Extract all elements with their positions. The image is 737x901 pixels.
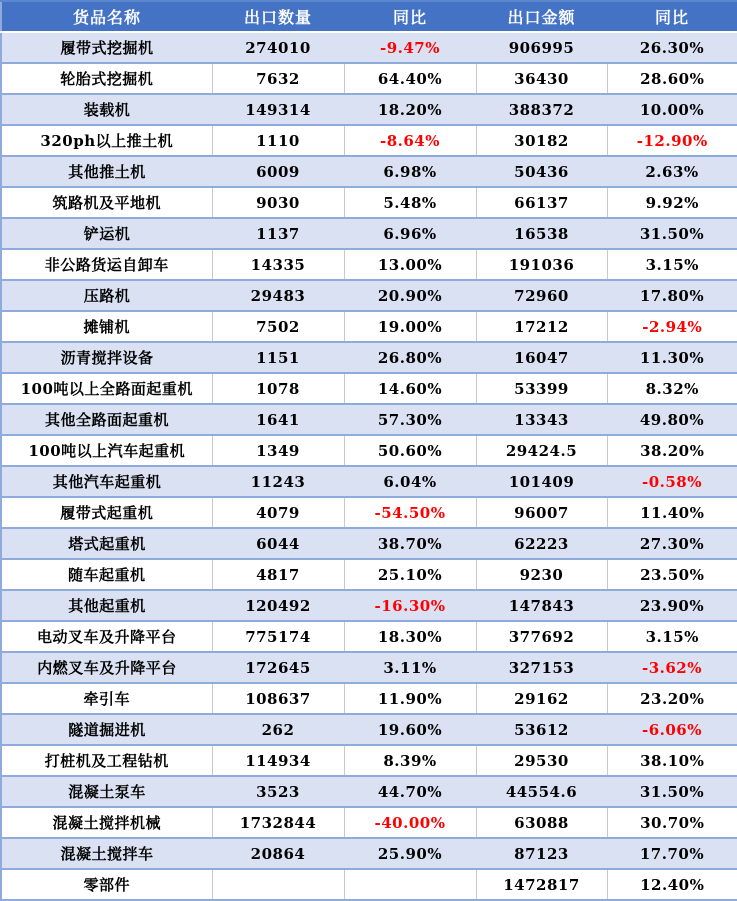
table-row — [1, 869, 737, 900]
export-amount-cell: 44554.6 — [476, 776, 607, 807]
export-qty-cell: 1110 — [212, 125, 344, 156]
product-name-cell: 隧道掘进机 — [1, 714, 212, 745]
amount-yoy-cell: 12.40% — [607, 869, 737, 900]
export-qty-cell: 1078 — [212, 373, 344, 404]
qty-yoy-cell: 14.60% — [344, 373, 476, 404]
table-row — [1, 342, 737, 373]
export-qty-cell: 7632 — [212, 63, 344, 94]
qty-yoy-cell: -40.00% — [344, 807, 476, 838]
table-row — [1, 497, 737, 528]
product-name-cell: 内燃叉车及升降平台 — [1, 652, 212, 683]
amount-yoy-cell: 2.63% — [607, 156, 737, 187]
product-name-cell: 其他汽车起重机 — [1, 466, 212, 497]
export-qty-cell: 4817 — [212, 559, 344, 590]
export-amount-cell: 29424.5 — [476, 435, 607, 466]
export-amount-cell: 16047 — [476, 342, 607, 373]
amount-yoy-cell: 3.15% — [607, 621, 737, 652]
qty-yoy-cell: 20.90% — [344, 280, 476, 311]
product-name-cell: 沥青搅拌设备 — [1, 342, 212, 373]
export-qty-cell: 9030 — [212, 187, 344, 218]
table-row — [1, 621, 737, 652]
amount-yoy-cell: 11.30% — [607, 342, 737, 373]
qty-yoy-cell: 50.60% — [344, 435, 476, 466]
qty-yoy-cell: 18.30% — [344, 621, 476, 652]
qty-yoy-cell: 25.90% — [344, 838, 476, 869]
header-export-amount: 出口金额 — [476, 1, 607, 32]
qty-yoy-cell: 44.70% — [344, 776, 476, 807]
amount-yoy-cell: 17.80% — [607, 280, 737, 311]
export-amount-cell: 72960 — [476, 280, 607, 311]
export-qty-cell: 3523 — [212, 776, 344, 807]
header-export-qty: 出口数量 — [212, 1, 344, 32]
export-qty-cell: 172645 — [212, 652, 344, 683]
qty-yoy-cell: 5.48% — [344, 187, 476, 218]
product-name-cell: 电动叉车及升降平台 — [1, 621, 212, 652]
table-row — [1, 32, 737, 63]
amount-yoy-cell: -6.06% — [607, 714, 737, 745]
amount-yoy-cell: 11.40% — [607, 497, 737, 528]
qty-yoy-cell: -8.64% — [344, 125, 476, 156]
table-row — [1, 714, 737, 745]
product-name-cell: 铲运机 — [1, 218, 212, 249]
product-name-cell: 装载机 — [1, 94, 212, 125]
amount-yoy-cell: 38.20% — [607, 435, 737, 466]
export-amount-cell: 66137 — [476, 187, 607, 218]
qty-yoy-cell: 11.90% — [344, 683, 476, 714]
amount-yoy-cell: 49.80% — [607, 404, 737, 435]
export-qty-cell: 1137 — [212, 218, 344, 249]
export-qty-cell: 114934 — [212, 745, 344, 776]
export-amount-cell: 63088 — [476, 807, 607, 838]
export-amount-cell: 96007 — [476, 497, 607, 528]
table-row — [1, 94, 737, 125]
product-name-cell: 零部件 — [1, 869, 212, 900]
export-qty-cell: 4079 — [212, 497, 344, 528]
table-row — [1, 559, 737, 590]
export-qty-cell: 6009 — [212, 156, 344, 187]
export-qty-cell: 108637 — [212, 683, 344, 714]
qty-yoy-cell: 25.10% — [344, 559, 476, 590]
amount-yoy-cell: 28.60% — [607, 63, 737, 94]
export-qty-cell: 1349 — [212, 435, 344, 466]
amount-yoy-cell: 17.70% — [607, 838, 737, 869]
table-row — [1, 435, 737, 466]
table-row — [1, 745, 737, 776]
export-amount-cell: 377692 — [476, 621, 607, 652]
product-name-cell: 随车起重机 — [1, 559, 212, 590]
export-amount-cell: 29162 — [476, 683, 607, 714]
amount-yoy-cell: 9.92% — [607, 187, 737, 218]
amount-yoy-cell: 30.70% — [607, 807, 737, 838]
export-amount-cell: 17212 — [476, 311, 607, 342]
qty-yoy-cell: 64.40% — [344, 63, 476, 94]
amount-yoy-cell: 26.30% — [607, 32, 737, 63]
product-name-cell: 打桩机及工程钻机 — [1, 745, 212, 776]
export-qty-cell: 7502 — [212, 311, 344, 342]
product-name-cell: 其他推土机 — [1, 156, 212, 187]
qty-yoy-cell: 6.04% — [344, 466, 476, 497]
header-amount-yoy: 同比 — [607, 1, 737, 32]
qty-yoy-cell: -9.47% — [344, 32, 476, 63]
table-row — [1, 776, 737, 807]
export-amount-cell: 53399 — [476, 373, 607, 404]
product-name-cell: 100吨以上全路面起重机 — [1, 373, 212, 404]
export-amount-cell: 101409 — [476, 466, 607, 497]
product-name-cell: 筑路机及平地机 — [1, 187, 212, 218]
qty-yoy-cell: 6.96% — [344, 218, 476, 249]
export-qty-cell: 29483 — [212, 280, 344, 311]
amount-yoy-cell: 38.10% — [607, 745, 737, 776]
table-row — [1, 373, 737, 404]
export-amount-cell: 147843 — [476, 590, 607, 621]
export-amount-cell: 29530 — [476, 745, 607, 776]
export-amount-cell: 53612 — [476, 714, 607, 745]
product-name-cell: 摊铺机 — [1, 311, 212, 342]
qty-yoy-cell — [344, 869, 476, 900]
product-name-cell: 混凝土泵车 — [1, 776, 212, 807]
header-qty-yoy: 同比 — [344, 1, 476, 32]
export-qty-cell: 149314 — [212, 94, 344, 125]
export-qty-cell: 14335 — [212, 249, 344, 280]
product-name-cell: 非公路货运自卸车 — [1, 249, 212, 280]
export-amount-cell: 30182 — [476, 125, 607, 156]
product-name-cell: 100吨以上汽车起重机 — [1, 435, 212, 466]
product-name-cell: 压路机 — [1, 280, 212, 311]
amount-yoy-cell: 27.30% — [607, 528, 737, 559]
table-row — [1, 838, 737, 869]
table-row — [1, 683, 737, 714]
export-amount-cell: 36430 — [476, 63, 607, 94]
export-qty-cell: 6044 — [212, 528, 344, 559]
export-amount-cell: 87123 — [476, 838, 607, 869]
export-qty-cell: 20864 — [212, 838, 344, 869]
product-name-cell: 混凝土搅拌车 — [1, 838, 212, 869]
amount-yoy-cell: -2.94% — [607, 311, 737, 342]
table-body — [1, 32, 737, 900]
qty-yoy-cell: 57.30% — [344, 404, 476, 435]
product-name-cell: 320ph以上推土机 — [1, 125, 212, 156]
amount-yoy-cell: -12.90% — [607, 125, 737, 156]
qty-yoy-cell: 38.70% — [344, 528, 476, 559]
export-amount-cell: 13343 — [476, 404, 607, 435]
qty-yoy-cell: 8.39% — [344, 745, 476, 776]
product-name-cell: 混凝土搅拌机械 — [1, 807, 212, 838]
export-qty-cell: 11243 — [212, 466, 344, 497]
amount-yoy-cell: 23.20% — [607, 683, 737, 714]
export-qty-cell: 120492 — [212, 590, 344, 621]
product-name-cell: 其他起重机 — [1, 590, 212, 621]
amount-yoy-cell: -0.58% — [607, 466, 737, 497]
export-amount-cell: 50436 — [476, 156, 607, 187]
amount-yoy-cell: 23.50% — [607, 559, 737, 590]
export-amount-cell: 327153 — [476, 652, 607, 683]
export-amount-cell: 906995 — [476, 32, 607, 63]
export-amount-cell: 62223 — [476, 528, 607, 559]
qty-yoy-cell: -16.30% — [344, 590, 476, 621]
export-qty-cell: 1151 — [212, 342, 344, 373]
table-row — [1, 187, 737, 218]
qty-yoy-cell: 6.98% — [344, 156, 476, 187]
amount-yoy-cell: 23.90% — [607, 590, 737, 621]
qty-yoy-cell: 18.20% — [344, 94, 476, 125]
qty-yoy-cell: 19.00% — [344, 311, 476, 342]
export-amount-cell: 191036 — [476, 249, 607, 280]
table-row — [1, 652, 737, 683]
amount-yoy-cell: 31.50% — [607, 776, 737, 807]
table-row — [1, 528, 737, 559]
qty-yoy-cell: 26.80% — [344, 342, 476, 373]
amount-yoy-cell: 10.00% — [607, 94, 737, 125]
header-product-name: 货品名称 — [1, 1, 212, 32]
product-name-cell: 轮胎式挖掘机 — [1, 63, 212, 94]
export-qty-cell: 1732844 — [212, 807, 344, 838]
qty-yoy-cell: -54.50% — [344, 497, 476, 528]
table-row — [1, 590, 737, 621]
table-row — [1, 156, 737, 187]
header-row — [1, 1, 737, 32]
table-row — [1, 125, 737, 156]
product-name-cell: 其他全路面起重机 — [1, 404, 212, 435]
qty-yoy-cell: 13.00% — [344, 249, 476, 280]
export-amount-cell: 9230 — [476, 559, 607, 590]
export-amount-cell: 16538 — [476, 218, 607, 249]
export-amount-cell: 388372 — [476, 94, 607, 125]
table-row — [1, 218, 737, 249]
product-name-cell: 履带式挖掘机 — [1, 32, 212, 63]
amount-yoy-cell: 31.50% — [607, 218, 737, 249]
table-header — [1, 1, 737, 32]
table-row — [1, 807, 737, 838]
export-amount-cell: 1472817 — [476, 869, 607, 900]
export-qty-cell — [212, 869, 344, 900]
export-qty-cell: 274010 — [212, 32, 344, 63]
qty-yoy-cell: 3.11% — [344, 652, 476, 683]
export-qty-cell: 1641 — [212, 404, 344, 435]
table-row — [1, 404, 737, 435]
table-row — [1, 249, 737, 280]
product-name-cell: 牵引车 — [1, 683, 212, 714]
export-qty-cell: 262 — [212, 714, 344, 745]
table-row — [1, 311, 737, 342]
product-name-cell: 塔式起重机 — [1, 528, 212, 559]
table-row — [1, 466, 737, 497]
qty-yoy-cell: 19.60% — [344, 714, 476, 745]
table-row — [1, 63, 737, 94]
amount-yoy-cell: 8.32% — [607, 373, 737, 404]
amount-yoy-cell: -3.62% — [607, 652, 737, 683]
product-name-cell: 履带式起重机 — [1, 497, 212, 528]
table-row — [1, 280, 737, 311]
export-qty-cell: 775174 — [212, 621, 344, 652]
amount-yoy-cell: 3.15% — [607, 249, 737, 280]
